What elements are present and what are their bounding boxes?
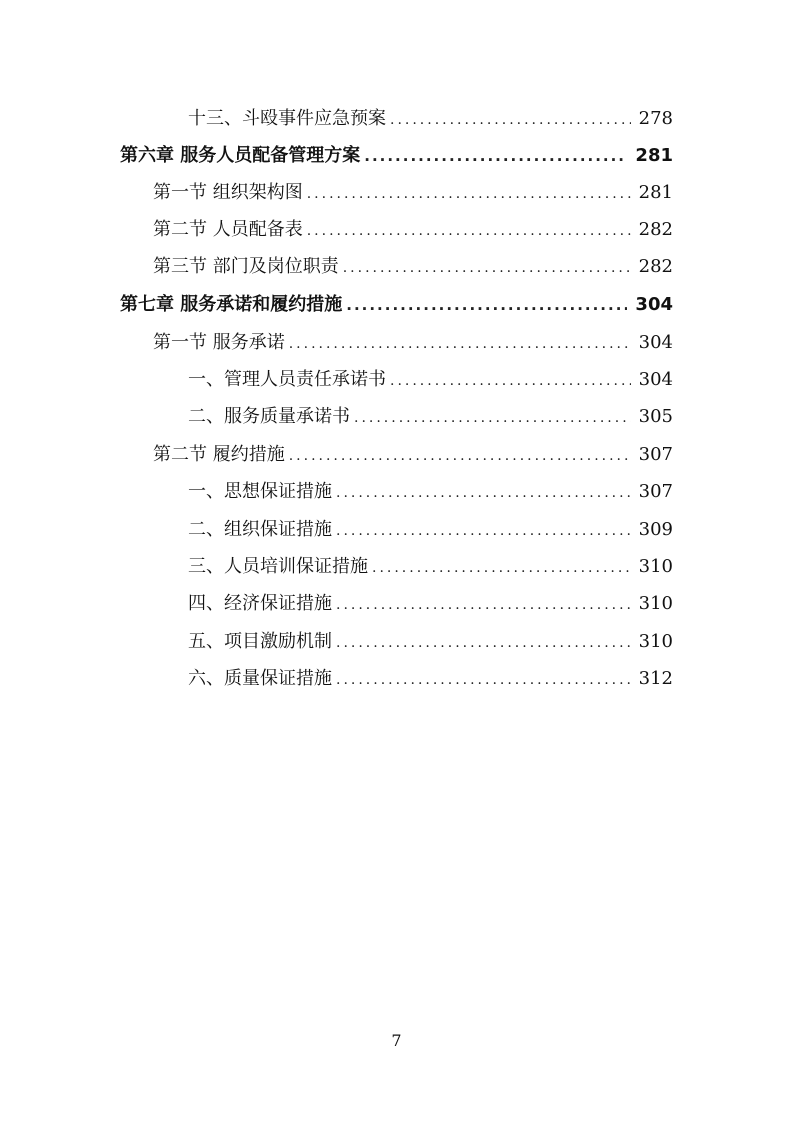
toc-entry-title: 第二节 履约措施 bbox=[153, 444, 285, 465]
toc-leader-dots bbox=[390, 102, 631, 139]
toc-leader-dots bbox=[307, 213, 631, 250]
toc-entry[interactable] bbox=[188, 511, 673, 548]
toc-leader-dots bbox=[336, 587, 631, 624]
toc-entry-page: 281 bbox=[635, 145, 673, 166]
toc-entry-page: 310 bbox=[638, 556, 673, 577]
toc-entry-page: 305 bbox=[638, 406, 673, 427]
toc-leader-dots bbox=[289, 438, 631, 475]
toc-leader-dots bbox=[343, 250, 631, 287]
toc-entry-title: 三、人员培训保证措施 bbox=[188, 556, 368, 577]
toc-entry[interactable] bbox=[188, 585, 673, 622]
toc-entry-title: 第一节 服务承诺 bbox=[153, 332, 285, 353]
toc-entry-page: 281 bbox=[638, 182, 673, 203]
toc-leader-dots bbox=[354, 400, 631, 437]
toc-entry[interactable] bbox=[188, 100, 673, 137]
page-number: 7 bbox=[391, 1031, 402, 1050]
toc-entry[interactable] bbox=[188, 660, 673, 697]
toc-entry-title: 六、质量保证措施 bbox=[188, 668, 332, 689]
toc-entry-page: 304 bbox=[635, 294, 673, 315]
toc-entry[interactable] bbox=[120, 286, 673, 323]
toc-leader-dots bbox=[390, 363, 631, 400]
toc-entry[interactable] bbox=[153, 248, 673, 285]
toc-entry-title: 第三节 部门及岗位职责 bbox=[153, 256, 339, 277]
toc-entry-title: 一、管理人员责任承诺书 bbox=[188, 369, 386, 390]
toc-entry-page: 309 bbox=[638, 519, 673, 540]
toc-entry[interactable] bbox=[153, 211, 673, 248]
toc-leader-dots bbox=[372, 550, 631, 587]
toc-entry-title: 第一节 组织架构图 bbox=[153, 182, 303, 203]
toc-entry-page: 307 bbox=[638, 444, 673, 465]
toc-leader-dots bbox=[307, 176, 631, 213]
toc-entry[interactable] bbox=[188, 548, 673, 585]
toc-entry-title: 二、服务质量承诺书 bbox=[188, 406, 350, 427]
toc-entry-title: 第二节 人员配备表 bbox=[153, 219, 303, 240]
toc-entry-title: 一、思想保证措施 bbox=[188, 481, 332, 502]
toc-entry-page: 282 bbox=[638, 219, 673, 240]
toc-leader-dots bbox=[336, 513, 631, 550]
toc-entry-page: 312 bbox=[638, 668, 673, 689]
toc-entry-page: 310 bbox=[638, 593, 673, 614]
toc-leader-dots bbox=[336, 625, 631, 662]
toc-leader-dots bbox=[346, 287, 627, 324]
toc-entry[interactable] bbox=[120, 137, 673, 174]
toc-entry-title: 二、组织保证措施 bbox=[188, 519, 332, 540]
toc-entry-page: 282 bbox=[638, 256, 673, 277]
toc-leader-dots bbox=[364, 138, 627, 175]
toc-entry-page: 307 bbox=[638, 481, 673, 502]
toc-entry[interactable] bbox=[188, 361, 673, 398]
toc-entry-title: 第七章 服务承诺和履约措施 bbox=[120, 294, 343, 315]
toc-leader-dots bbox=[289, 326, 631, 363]
toc-entry[interactable] bbox=[153, 436, 673, 473]
toc-entry[interactable] bbox=[153, 324, 673, 361]
toc-entry[interactable] bbox=[188, 623, 673, 660]
toc-entry-page: 304 bbox=[638, 369, 673, 390]
toc-entry-title: 第六章 服务人员配备管理方案 bbox=[120, 145, 361, 166]
toc-entry-title: 五、项目激励机制 bbox=[188, 631, 332, 652]
toc-entry-page: 310 bbox=[638, 631, 673, 652]
toc-entry[interactable] bbox=[188, 398, 673, 435]
toc-entry-page: 304 bbox=[638, 332, 673, 353]
toc-entry-title: 十三、斗殴事件应急预案 bbox=[188, 108, 386, 129]
toc-leader-dots bbox=[336, 662, 631, 699]
toc-entry[interactable] bbox=[188, 473, 673, 510]
toc-entry-page: 278 bbox=[638, 108, 673, 129]
toc-entry-title: 四、经济保证措施 bbox=[188, 593, 332, 614]
toc-entry[interactable] bbox=[153, 174, 673, 211]
toc-leader-dots bbox=[336, 475, 631, 512]
